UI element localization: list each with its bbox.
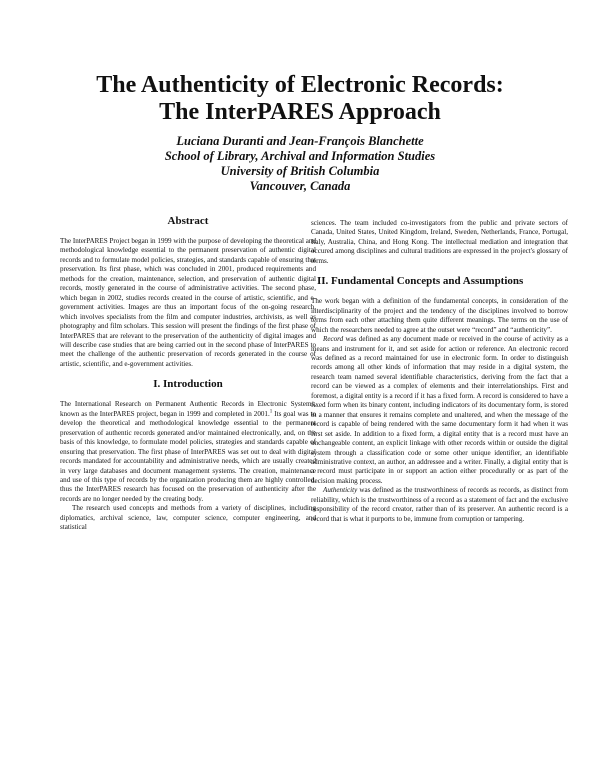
introduction-paragraph-1: The International Research on Permanent Authentic Records in Electronic Systems, known as the InterPARES project, began in 1999 and completed in 2001.$^1$ Its goal was to develop the theoretical and methodological knowledge essential to the permanent preservation of authentic records generated and/or maintained electronically, and, on the basis of this knowledge, to formulate model policies, strategies and standards capable of ensuring that preservation. The first phase of InterPARES was set out to deal with digital records mandated for accountability and administrative needs, which are usually created in very large databases and document management systems. The creation, maintenance and use of this type of records by the organization producing them are highly controlled, thus the InterPARES research has focused on the preservation of authenticity after the records are no longer needed by the creating body. xyxy=(60,400,317,503)
fundamentals-heading: II. Fundamental Concepts and Assumptions xyxy=(317,275,524,288)
title-line-2: The InterPARES Approach xyxy=(159,99,441,125)
fundamentals-paragraph-1: The work began with a definition of the fundamental concepts, in consideration of the interdisciplinarity of the project and the tendency of the disciplines involved to borrow terms from each other attaching them quite different meanings. The terms on the use of which the researchers needed to agree at the outset were “record” and “authenticity”. xyxy=(311,297,568,334)
abstract-heading: Abstract xyxy=(167,215,209,227)
author-names: Luciana Duranti and Jean-François Blanchette xyxy=(176,134,424,148)
abstract-text: The InterPARES Project began in 1999 with the purpose of developing the theoretical and methodological knowledge essential to the permanent preservation of authentic digital records and to formulate model policies, strategies, and standards capable of ensuring that preservation. Its first phase, which was concluded in 2001, produced requirements and methods for the creation, maintenance, selection, and preservation of authentic digital records, mostly generated in the course of administrative activities. The second phase, which began in 2002, studies records created in the course of artistic, scientific, and e-government activities. Images are thus an important focus of the on-going research, which involves specialists from the film and computer industries, archivists, as well as photography and film scholars. This session will present the findings of the first phase of InterPARES that are relevant to the preservation of the authenticity of digital images and will describe case studies that are being carried out in the second phase of InterPARES to meet the challenge of the authentic preservation of records generated in the course of artistic, scientific, and e-government activities. xyxy=(60,237,316,368)
title-line-1: The Authenticity of Electronic Records: xyxy=(96,72,504,98)
left-column xyxy=(60,214,316,533)
author-block xyxy=(0,134,600,194)
term-authenticity: Authenticity xyxy=(323,486,358,495)
introduction-paragraph-2: The research used concepts and methods from a variety of disciplines, including diplomatics, archival science, law, computer science, computer engineering, and statistical xyxy=(60,504,316,532)
footnote-ref: 1 xyxy=(269,409,273,415)
affiliation-location: Vancouver, Canada xyxy=(249,179,351,193)
term-record: Record xyxy=(323,335,344,344)
affiliation-university: University of British Columbia xyxy=(220,164,380,178)
paper-title xyxy=(0,72,600,126)
affiliation-school: School of Library, Archival and Information Studies xyxy=(164,149,436,163)
introduction-paragraph-2-continued: sciences. The team included co-investigators from the public and private sectors of Canada, United States, United Kingdom, Ireland, Sweden, Netherlands, France, Portugal, Italy, Australia, China, and Hong Kong. The intellectual mediation and integration that occured among disciplines and cultural traditions are expressed in the project's glossary of terms. xyxy=(311,219,568,265)
fundamentals-paragraph-authenticity: Authenticity was defined as the trustworthiness of records as records, as distinct from reliability, which is the trustworthiness of a record as a statement of fact and the exclusive responsibility of the record creator, rather than of its preserver. An authentic record is a record that is what it purports to be, immune from corruption or tampering. xyxy=(311,486,568,523)
fundamentals-paragraph-record: Record was defined as any document made or received in the course of activity as a means and instrument for it, and set aside for action or reference. An electronic record was defined as a record maintained for use in electronic form. In order to distinguish records among all other kinds of information that may reside in a digital system, the research team named several identifiable characteristics, deriving from the fact that a record can be viewed as a complex of elements and their interrelationships. First and foremost, a digital entity is a record if it has a fixed form. A record is considered to have a fixed form when its binary content, including indicators of its documentary form, is stored in a manner that ensures it remains complete and unaltered, and when the message of the record is capable of being rendered with the same documentary form it had when it was first set aside. In addition to a fixed form, a digital entity that is a record must have an unchangeable content, an explicit linkage with other records within or outside the digital system through a classification code or some other unique identifier, an identifiable administrative context, an author, an addressee and a writer. Finally, a digital entity that is a record must participate in or support an action either procedurally or as part of the decision making process. xyxy=(311,335,568,485)
introduction-heading: I. Introduction xyxy=(153,378,223,391)
right-column xyxy=(311,219,568,524)
